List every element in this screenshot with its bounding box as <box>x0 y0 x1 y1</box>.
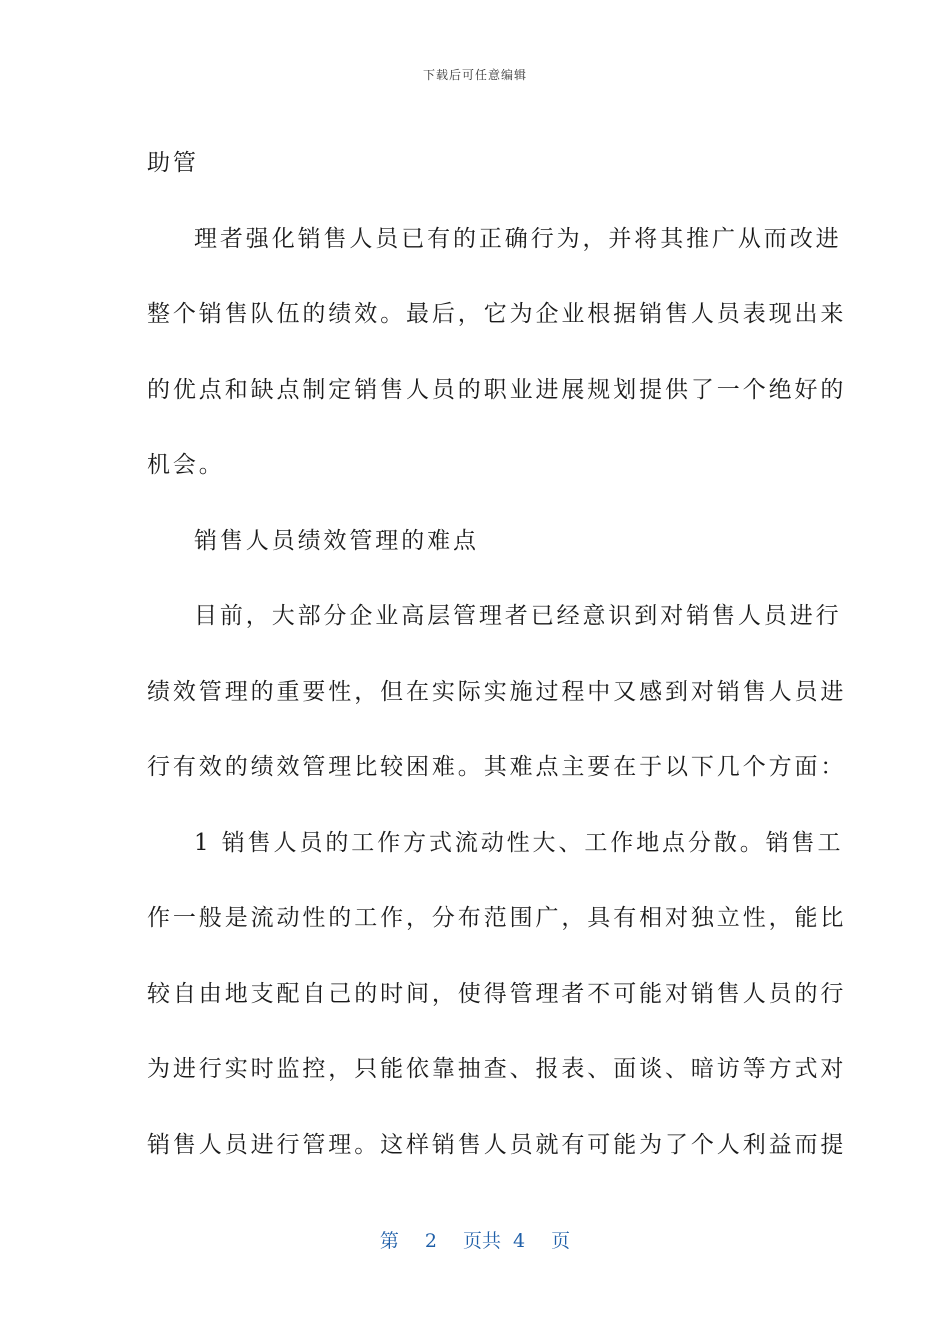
header-text: 下载后可任意编辑 <box>422 68 527 82</box>
text-line-1: 助管 <box>147 150 199 176</box>
section-heading: 销售人员绩效管理的难点 <box>194 527 479 554</box>
text-line-11: 作一般是流动性的工作，分布范围广，具有相对独立性，能比 <box>147 905 847 931</box>
text-line-7: 目前，大部分企业高层管理者已经意识到对销售人员进行 <box>194 603 842 629</box>
text-line-5: 机会。 <box>147 452 225 478</box>
text-line-12: 较自由地支配自己的时间，使得管理者不可能对销售人员的行 <box>147 980 847 1007</box>
text-line-4: 的优点和缺点制定销售人员的职业进展规划提供了一个绝好的 <box>147 376 847 403</box>
footer-page-number: 2 <box>424 1230 437 1252</box>
page-header <box>0 66 950 83</box>
text-line-9: 行有效的绩效管理比较困难。其难点主要在于以下几个方面： <box>147 754 847 780</box>
footer-page-prefix: 第 <box>379 1230 399 1252</box>
page-footer <box>0 1226 950 1253</box>
text-line-13: 为进行实时监控，只能依靠抽查、报表、面谈、暗访等方式对 <box>147 1056 847 1082</box>
text-line-10: 1 销售人员的工作方式流动性大、工作地点分散。销售工 <box>194 829 844 856</box>
footer-page-total: 4 <box>513 1230 526 1252</box>
footer-page-middle: 页共 <box>462 1230 501 1252</box>
text-line-2: 理者强化销售人员已有的正确行为，并将其推广从而改进 <box>194 225 842 252</box>
footer-page-suffix: 页 <box>551 1230 571 1252</box>
text-line-3: 整个销售队伍的绩效。最后，它为企业根据销售人员表现出来 <box>147 301 847 327</box>
document-body <box>147 126 847 1183</box>
text-line-14: 销售人员进行管理。这样销售人员就有可能为了个人利益而提 <box>147 1131 847 1158</box>
text-line-8: 绩效管理的重要性，但在实际实施过程中又感到对销售人员进 <box>147 678 847 705</box>
